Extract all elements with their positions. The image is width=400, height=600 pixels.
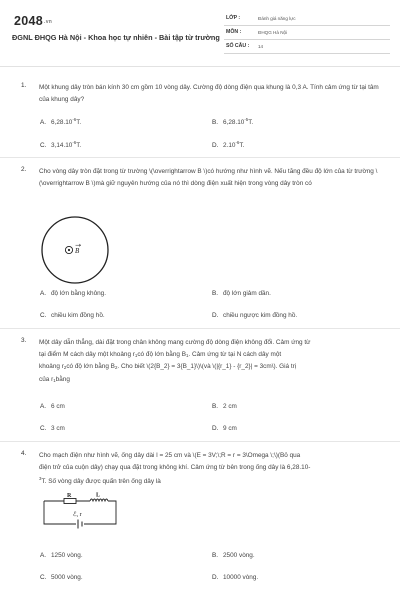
option-letter: A. [40,552,47,559]
option-d[interactable] [212,312,297,319]
option-text: chiều kim đồng hồ. [51,312,105,319]
meta-key: MÔN : [226,29,242,35]
field-label: B [75,247,80,255]
inductor-label: L [96,492,101,499]
battery-symbol [78,520,82,529]
resistor-label: R [67,493,72,499]
option-exponent: -5 [244,117,249,122]
question-text [39,450,384,488]
option-text: 1250 vòng. [51,552,83,559]
question-number: 3. [21,337,27,344]
question-line: Một dây dẫn thẳng, dài đặt trong chân không mang cường độ dòng điện không đổi. Cảm ứng từ [39,339,311,346]
page-header [0,0,400,62]
question-line [39,462,384,474]
question-text [39,337,384,386]
option-value: 2.10 [223,142,236,149]
option-value: 3,14.10 [51,142,73,149]
question-line [39,361,384,374]
question-text: Cho vòng dây tròn đặt trong từ trường \(\overrightarrow B \)có hướng như hình vẽ. Nếu tăng đều độ lớn của từ trường \(\overrightarrow B \)mà giữ nguyên hướng của nó thì dòng điện xuất hiện trong vòng dây tròn có [39,168,378,187]
subscript: 1 [185,352,189,358]
meta-value: Đánh giá năng lực [258,15,296,21]
option-b[interactable] [212,290,271,297]
option-text: chiều ngược kim đồng hồ. [223,312,298,319]
option-exponent: -6 [72,117,77,122]
option-a[interactable] [40,117,81,126]
option-a[interactable] [40,552,83,559]
option-text: 10000 vòng. [223,574,259,581]
meta-row-class [224,12,390,26]
option-letter: C. [40,312,47,319]
subscript: 2 [114,365,118,370]
option-exponent: -6 [235,140,240,145]
option-unit: T. [248,119,254,126]
meta-key: SỐ CÂU : [226,43,250,49]
question-line [39,349,384,362]
option-letter: B. [212,119,219,126]
text-run: tại điểm M cách dây một khoảng r [39,350,135,358]
resistor-symbol [64,499,76,504]
meta-value: ĐHQG Hà Nội [258,29,288,35]
option-letter: B. [212,290,219,297]
option-text: độ lớn giảm dần. [223,290,271,297]
option-b[interactable] [212,117,253,126]
header-divider [0,66,400,67]
option-b[interactable] [212,403,237,410]
text-run: T. Số vòng dây được quấn trên ống dây là [41,478,161,485]
option-text: 6 cm [51,403,65,410]
text-run: khoảng r [39,363,64,370]
option-c[interactable] [40,140,81,149]
option-letter: D. [212,425,219,432]
option-text: 9 cm [223,425,237,432]
question-divider [0,157,400,158]
text-run: - [308,463,311,471]
subscript: 2 [63,365,67,370]
option-letter: D. [212,142,219,149]
option-a[interactable] [40,290,106,297]
meta-value: 14 [258,43,264,49]
option-text: 2500 vòng. [223,552,255,559]
subscript: 1 [134,352,138,358]
option-unit: T. [76,142,82,149]
text-run: có độ lớn bằng B [137,350,186,358]
question-line [39,473,384,488]
option-text: 5000 vòng. [51,574,83,581]
option-text: 3 cm [51,425,65,432]
option-text: độ lớn bằng không. [51,290,107,297]
meta-row-subject [224,26,390,40]
option-unit: T. [239,142,245,149]
meta-key: LỚP : [226,15,241,21]
option-b[interactable] [212,552,255,559]
logo-suffix: .vn [44,18,53,25]
option-unit: T. [76,119,82,126]
option-a[interactable] [40,403,65,410]
meta-table [224,12,390,54]
field-dot [68,249,70,251]
option-letter: A. [40,403,47,410]
option-letter: A. [40,119,47,126]
option-letter: A. [40,290,47,297]
option-d[interactable] [212,425,237,432]
question-divider [0,328,400,329]
option-c[interactable] [40,574,83,581]
option-letter: C. [40,142,47,149]
question-divider [0,441,400,442]
superscript: 3 [39,476,42,481]
logo-text: 2048 [14,14,44,28]
option-letter: B. [212,403,219,410]
text-run: . Cảm ứng từ tại N cách dây một [188,350,282,358]
option-letter: D. [212,574,219,581]
option-letter: C. [40,574,47,581]
option-letter: B. [212,552,219,559]
option-exponent: -6 [72,140,77,145]
text-run: bằng [55,375,70,383]
source-label: ℰ, r [73,512,82,518]
circular-loop-figure [40,215,110,285]
option-letter: C. [40,425,47,432]
question-line: Cho mạch điện như hình vẽ, ống dây dài l = 25 cm và \(E = 3V;\;R = r = 3\Omega \;\)(Bỏ qua [39,452,301,459]
text-run: điện trở của cuộn dây) chạy qua đặt trong không khí. Cảm ứng từ bên trong ống dây là 6,28.10 [39,463,309,471]
option-d[interactable] [212,574,258,581]
option-letter: D. [212,312,219,319]
option-value: 6,28.10 [51,119,73,126]
question-number: 1. [21,82,27,89]
option-c[interactable] [40,312,105,319]
question-text: Một khung dây tròn bán kính 30 cm gồm 10 vòng dây. Cường độ dòng điện qua khung là 0,3 A. Tính cảm ứng từ tại tâm của khung dây? [39,84,379,103]
question-line [39,374,384,387]
option-value: 6,28.10 [223,119,245,126]
text-run: của r [39,375,54,383]
circuit-diagram [40,492,120,532]
option-text: 2 cm [223,403,237,410]
meta-row-count [224,40,390,54]
question-number: 4. [21,450,27,457]
subscript: 1 [53,377,56,383]
document-title: ĐGNL ĐHQG Hà Nội - Khoa học tự nhiên - Bài tập từ trường [12,33,220,42]
site-logo[interactable] [14,14,52,28]
text-run: . Cho biết \(2{B_2} = 3{B_1}\)\(và \(|{r_1} - {r_2}| = 3cm\). Giá trị [117,363,297,370]
option-d[interactable] [212,140,244,149]
inductor-symbol [90,499,108,501]
option-c[interactable] [40,425,65,432]
text-run: có độ lớn bằng B [66,363,115,370]
question-number: 2. [21,166,27,173]
